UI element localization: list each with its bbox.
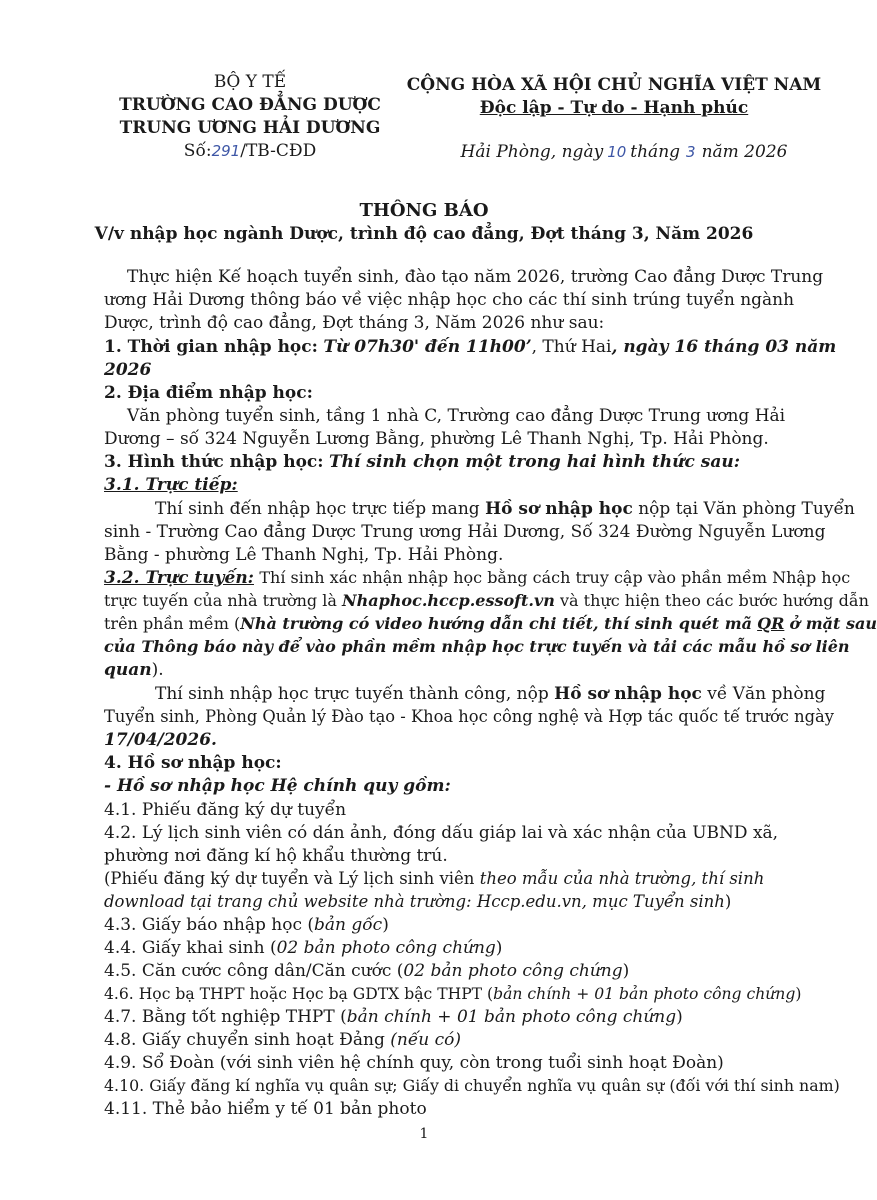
section-3-2-line: của Thông báo này để vào phần mềm nhập học trực tuyến và tải các mẫu hồ sơ liên — [104, 637, 850, 656]
section-4-heading: 4. Hồ sơ nhập học: — [104, 753, 282, 773]
ministry-name: BỘ Y TẾ — [213, 72, 287, 92]
section-3-heading: 3. Hình thức nhập học: Thí sinh chọn một trong hai hình thức sau: — [104, 452, 741, 472]
document-list-note: download tại trang chủ website nhà trường: Hccp.edu.vn, mục Tuyển sinh) — [104, 892, 732, 911]
section-3-1-line: sinh - Trường Cao đẳng Dược Trung ương Hải Dương, Số 324 Đường Nguyễn Lương — [104, 522, 826, 542]
section-3-1-heading: 3.1. Trực tiếp: — [104, 475, 238, 495]
online-deadline: 17/04/2026. — [104, 730, 217, 750]
notice-title: THÔNG BÁO — [359, 200, 489, 221]
enrollment-website-link[interactable]: Nhaphoc.hccp.essoft.vn — [341, 591, 555, 610]
republic-title: CỘNG HÒA XÃ HỘI CHỦ NGHĨA VIỆT NAM — [406, 75, 822, 95]
document-list-item: 4.11. Thẻ bảo hiểm y tế 01 bản photo — [104, 1099, 427, 1119]
section-3-1-line: Thí sinh đến nhập học trực tiếp mang Hồ sơ nhập học nộp tại Văn phòng Tuyển — [155, 499, 855, 519]
section-2-line: Dương – số 324 Nguyễn Lương Bằng, phường Lê Thanh Nghị, Tp. Hải Phòng. — [104, 429, 769, 449]
school-name-line2: TRUNG ƯƠNG HẢI DƯƠNG — [119, 118, 381, 138]
online-submission-line: Thí sinh nhập học trực tuyến thành công, nộp Hồ sơ nhập học về Văn phòng — [155, 684, 826, 704]
document-list-item: 4.2. Lý lịch sinh viên có dán ảnh, đóng dấu giáp lai và xác nhận của UBND xã, — [104, 823, 779, 843]
document-list-item: phường nơi đăng kí hộ khẩu thường trú. — [104, 846, 448, 866]
intro-line: Thực hiện Kế hoạch tuyển sinh, đào tạo năm 2026, trường Cao đẳng Dược Trung — [127, 267, 824, 287]
document-list-item: 4.9. Sổ Đoàn (với sinh viên hệ chính quy, còn trong tuổi sinh hoạt Đoàn) — [104, 1053, 724, 1073]
document-number: Số:291/TB-CĐD — [183, 141, 317, 161]
section-3-2-line: quan). — [104, 660, 164, 680]
document-list-item: 4.1. Phiếu đăng ký dự tuyển — [104, 800, 347, 820]
section-4-subheading: - Hồ sơ nhập học Hệ chính quy gồm: — [104, 776, 451, 796]
document-list-item: 4.6. Học bạ THPT hoặc Học bạ GDTX bậc THPT (bản chính + 01 bản photo công chứng) — [104, 985, 802, 1003]
document-list-item: 4.5. Căn cước công dân/Căn cước (02 bản photo công chứng) — [104, 961, 630, 981]
notice-subtitle: V/v nhập học ngành Dược, trình độ cao đẳng, Đợt tháng 3, Năm 2026 — [94, 224, 754, 244]
section-1-year: 2026 — [104, 360, 152, 380]
section-3-2-line: 3.2. Trực tuyến: Thí sinh xác nhận nhập học bằng cách truy cập vào phần mềm Nhập học — [104, 568, 851, 588]
page-number: 1 — [419, 1126, 429, 1142]
document-list-item: 4.4. Giấy khai sinh (02 bản photo công chứng) — [104, 938, 503, 958]
intro-line: Dược, trình độ cao đẳng, Đợt tháng 3, Năm 2026 như sau: — [104, 313, 605, 333]
document-list-item: 4.10. Giấy đăng kí nghĩa vụ quân sự; Giấy di chuyển nghĩa vụ quân sự (đối với thí sinh nam) — [104, 1076, 840, 1095]
section-3-2-line: trên phần mềm (Nhà trường có video hướng dẫn chi tiết, thí sinh quét mã QR ở mặt sau — [104, 614, 877, 633]
section-2-line: Văn phòng tuyển sinh, tầng 1 nhà C, Trường cao đẳng Dược Trung ương Hải — [127, 406, 786, 426]
handwritten-doc-number: 291 — [211, 142, 241, 160]
section-2-heading: 2. Địa điểm nhập học: — [104, 383, 313, 403]
intro-line: ương Hải Dương thông báo về việc nhập học cho các thí sinh trúng tuyển ngành — [104, 290, 795, 310]
document-list-item: 4.3. Giấy báo nhập học (bản gốc) — [104, 915, 389, 935]
document-list-item: 4.7. Bằng tốt nghiệp THPT (bản chính + 01 bản photo công chứng) — [104, 1007, 683, 1027]
national-motto: Độc lập - Tự do - Hạnh phúc — [479, 98, 749, 118]
document-list-item: 4.8. Giấy chuyển sinh hoạt Đảng (nếu có) — [104, 1030, 462, 1050]
section-3-1-line: Bằng - phường Lê Thanh Nghị, Tp. Hải Phòng. — [104, 545, 504, 565]
document-date: Hải Phòng, ngày 10 tháng 3 năm 2026 — [460, 142, 788, 162]
school-name-line1: TRƯỜNG CAO ĐẲNG DƯỢC — [119, 95, 381, 115]
document-list-note: (Phiếu đăng ký dự tuyển và Lý lịch sinh viên theo mẫu của nhà trường, thí sinh — [104, 869, 765, 888]
section-1-time: 1. Thời gian nhập học: Từ 07h30' đến 11h00’, Thứ Hai, ngày 16 tháng 03 năm — [104, 337, 837, 357]
online-submission-line: Tuyển sinh, Phòng Quản lý Đào tạo - Khoa học công nghệ và Hợp tác quốc tế trước ngày — [104, 707, 834, 726]
handwritten-day: 10 — [607, 143, 627, 161]
section-3-2-line: trực tuyến của nhà trường là Nhaphoc.hccp.essoft.vn và thực hiện theo các bước hướng dẫn — [104, 591, 869, 610]
handwritten-month: 3 — [686, 143, 696, 161]
